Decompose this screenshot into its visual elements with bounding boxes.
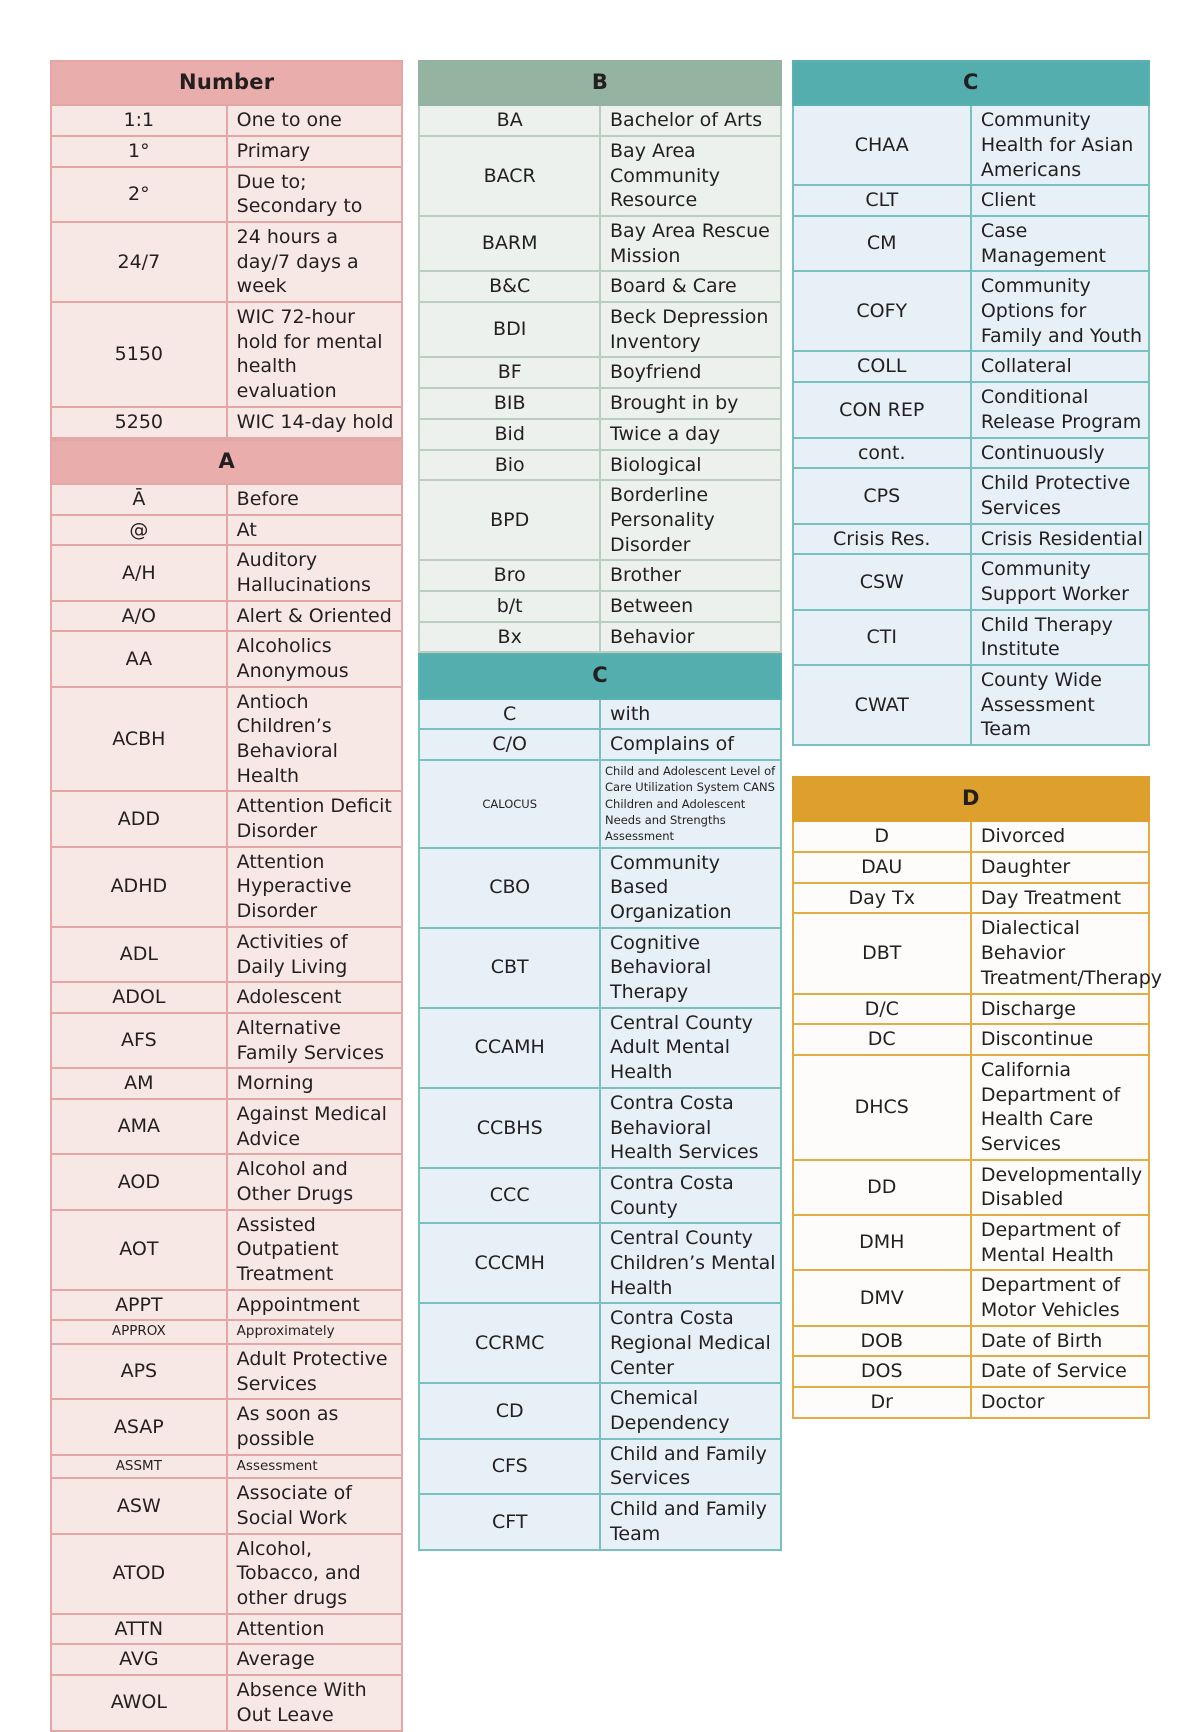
- abbreviation-cell: 2°: [51, 167, 227, 222]
- abbreviation-cell: DMH: [793, 1215, 971, 1270]
- abbreviation-cell: ASW: [51, 1478, 227, 1533]
- abbreviation-cell: CON REP: [793, 382, 971, 437]
- column-right: [792, 60, 1163, 1513]
- table-row: [793, 610, 1149, 665]
- table-row: [419, 357, 780, 388]
- abbreviation-cell: @: [51, 515, 227, 546]
- table-row: [419, 1008, 780, 1088]
- abbreviation-cell: Bio: [419, 450, 600, 481]
- abbreviation-cell: ATOD: [51, 1534, 227, 1614]
- abbreviation-cell: BPD: [419, 480, 600, 560]
- abbreviation-cell: CWAT: [793, 665, 971, 745]
- table-row: [793, 351, 1149, 382]
- abbreviation-cell: DMV: [793, 1270, 971, 1325]
- section-heading-b: B: [419, 61, 780, 105]
- table-row: [51, 484, 402, 515]
- table-row: [793, 994, 1149, 1025]
- table-row: [793, 913, 1149, 993]
- table-row: [793, 1326, 1149, 1357]
- meaning-cell: Collateral: [971, 351, 1149, 382]
- abbreviation-cell: CCCMH: [419, 1223, 600, 1303]
- meaning-cell: Daughter: [971, 852, 1149, 883]
- table-row: [51, 1675, 402, 1730]
- abbreviation-cell: C/O: [419, 729, 600, 760]
- abbreviation-cell: Bro: [419, 560, 600, 591]
- table-row: [793, 1270, 1149, 1325]
- abbreviation-cell: CM: [793, 216, 971, 271]
- meaning-cell: Central County Adult Mental Health: [600, 1008, 781, 1088]
- abbreviation-cell: 24/7: [51, 222, 227, 302]
- meaning-cell: Beck Depression Inventory: [600, 302, 781, 357]
- table-row: [419, 729, 780, 760]
- table-row: [51, 167, 402, 222]
- table-row: [419, 388, 780, 419]
- abbreviation-cell: A/O: [51, 601, 227, 632]
- meaning-cell: Child Protective Services: [971, 468, 1149, 523]
- table-row: [419, 302, 780, 357]
- abbreviation-cell: CD: [419, 1383, 600, 1438]
- table-row: [51, 1344, 402, 1399]
- meaning-cell: Adult Protective Services: [227, 1344, 403, 1399]
- abbreviation-cell: Bx: [419, 622, 600, 653]
- meaning-cell: Bay Area Community Resource: [600, 136, 781, 216]
- meaning-cell: Date of Service: [971, 1356, 1149, 1387]
- table-row: [51, 687, 402, 792]
- table-row: [793, 216, 1149, 271]
- table-row: [419, 1494, 780, 1549]
- table-row: [51, 1099, 402, 1154]
- abbreviation-cell: ACBH: [51, 687, 227, 792]
- meaning-cell: California Department of Health Care Services: [971, 1055, 1149, 1160]
- table-row: [51, 136, 402, 167]
- table-row: [51, 927, 402, 982]
- table-row: [51, 1154, 402, 1209]
- abbreviation-cell: ADL: [51, 927, 227, 982]
- meaning-cell: Boyfriend: [600, 357, 781, 388]
- meaning-cell: Complains of: [600, 729, 781, 760]
- meaning-cell: Contra Costa County: [600, 1168, 781, 1223]
- meaning-cell: Attention: [227, 1614, 403, 1645]
- table-row: [419, 1303, 780, 1383]
- meaning-cell: Bay Area Rescue Mission: [600, 216, 781, 271]
- table-row: [51, 601, 402, 632]
- abbreviation-cell: C: [419, 699, 600, 730]
- table-row: [793, 1387, 1149, 1418]
- meaning-cell: Child and Adolescent Level of Care Utilization System CANS Children and Adolescent Needs and Strengths Assessment: [600, 760, 781, 848]
- table-row: [419, 136, 780, 216]
- meaning-cell: WIC 14-day hold: [227, 407, 403, 438]
- abbreviation-cell: DBT: [793, 913, 971, 993]
- meaning-cell: Attention Deficit Disorder: [227, 791, 403, 846]
- meaning-cell: Absence With Out Leave: [227, 1675, 403, 1730]
- abbreviation-cell: A/H: [51, 545, 227, 600]
- section-heading-d: D: [793, 777, 1149, 821]
- abbreviation-cell: 5150: [51, 302, 227, 407]
- meaning-cell: Before: [227, 484, 403, 515]
- abbreviation-cell: DOS: [793, 1356, 971, 1387]
- abbreviation-cell: BA: [419, 105, 600, 136]
- meaning-cell: Doctor: [971, 1387, 1149, 1418]
- table-row: [793, 1055, 1149, 1160]
- table-row: [793, 665, 1149, 745]
- section-heading-c-middle: C: [419, 654, 780, 698]
- abbreviation-cell: BF: [419, 357, 600, 388]
- abbreviation-cell: D: [793, 821, 971, 852]
- table-row: [51, 407, 402, 438]
- abbreviation-cell: CFT: [419, 1494, 600, 1549]
- table-row: [51, 1320, 402, 1344]
- meaning-cell: Primary: [227, 136, 403, 167]
- table-row: [419, 271, 780, 302]
- abbreviation-cell: CCAMH: [419, 1008, 600, 1088]
- meaning-cell: Brought in by: [600, 388, 781, 419]
- meaning-cell: Divorced: [971, 821, 1149, 852]
- abbreviation-cell: 1:1: [51, 105, 227, 136]
- abbreviation-cell: CFS: [419, 1439, 600, 1494]
- abbreviation-cell: D/C: [793, 994, 971, 1025]
- meaning-cell: At: [227, 515, 403, 546]
- meaning-cell: Crisis Residential: [971, 524, 1149, 555]
- column-left: [50, 60, 403, 1726]
- meaning-cell: Department of Mental Health: [971, 1215, 1149, 1270]
- meaning-cell: Conditional Release Program: [971, 382, 1149, 437]
- meaning-cell: Contra Costa Behavioral Health Services: [600, 1088, 781, 1168]
- table-row: [419, 622, 780, 653]
- meaning-cell: Continuously: [971, 438, 1149, 469]
- abbreviation-cell: APPT: [51, 1290, 227, 1321]
- meaning-cell: Attention Hyperactive Disorder: [227, 847, 403, 927]
- meaning-cell: Against Medical Advice: [227, 1099, 403, 1154]
- meaning-cell: Brother: [600, 560, 781, 591]
- meaning-cell: Central County Children’s Mental Health: [600, 1223, 781, 1303]
- meaning-cell: Board & Care: [600, 271, 781, 302]
- table-row: [419, 560, 780, 591]
- abbreviation-table-b: [418, 60, 781, 653]
- abbreviation-cell: BDI: [419, 302, 600, 357]
- abbreviation-cell: CALOCUS: [419, 760, 600, 848]
- table-row: [419, 591, 780, 622]
- meaning-cell: Auditory Hallucinations: [227, 545, 403, 600]
- meaning-cell: As soon as possible: [227, 1399, 403, 1454]
- meaning-cell: Developmentally Disabled: [971, 1160, 1149, 1215]
- meaning-cell: One to one: [227, 105, 403, 136]
- abbreviation-cell: cont.: [793, 438, 971, 469]
- table-row: [419, 419, 780, 450]
- meaning-cell: Alcohol, Tobacco, and other drugs: [227, 1534, 403, 1614]
- table-row: [51, 515, 402, 546]
- table-row: [51, 302, 402, 407]
- table-row: [419, 1439, 780, 1494]
- abbreviation-cell: BIB: [419, 388, 600, 419]
- meaning-cell: Client: [971, 185, 1149, 216]
- abbreviation-cell: ASSMT: [51, 1455, 227, 1479]
- abbreviation-cell: ADOL: [51, 982, 227, 1013]
- abbreviation-cell: AMA: [51, 1099, 227, 1154]
- column-middle: [418, 60, 781, 1545]
- meaning-cell: with: [600, 699, 781, 730]
- table-row: [51, 1210, 402, 1290]
- abbreviation-cell: CCRMC: [419, 1303, 600, 1383]
- abbreviation-table-a: [50, 439, 403, 1732]
- table-row: [793, 382, 1149, 437]
- meaning-cell: Average: [227, 1644, 403, 1675]
- abbreviation-table-number: [50, 60, 403, 439]
- abbreviation-cell: AOT: [51, 1210, 227, 1290]
- abbreviation-cell: CCBHS: [419, 1088, 600, 1168]
- meaning-cell: Child and Family Team: [600, 1494, 781, 1549]
- abbreviation-cell: DHCS: [793, 1055, 971, 1160]
- abbreviation-cell: Day Tx: [793, 883, 971, 914]
- meaning-cell: Contra Costa Regional Medical Center: [600, 1303, 781, 1383]
- table-row: [51, 222, 402, 302]
- table-row: [793, 468, 1149, 523]
- table-row: [793, 1160, 1149, 1215]
- table-row: [419, 450, 780, 481]
- table-row: [419, 1088, 780, 1168]
- table-row: [793, 271, 1149, 351]
- table-row: [419, 928, 780, 1008]
- meaning-cell: Date of Birth: [971, 1326, 1149, 1357]
- abbreviation-cell: CHAA: [793, 105, 971, 185]
- meaning-cell: Community Health for Asian Americans: [971, 105, 1149, 185]
- meaning-cell: WIC 72-hour hold for mental health evaluation: [227, 302, 403, 407]
- abbreviation-cell: AM: [51, 1068, 227, 1099]
- abbreviation-cell: APPROX: [51, 1320, 227, 1344]
- abbreviation-table-c-middle: [418, 653, 781, 1550]
- table-row: [51, 1478, 402, 1533]
- table-row: [51, 1013, 402, 1068]
- table-row: [793, 524, 1149, 555]
- table-row: [793, 883, 1149, 914]
- meaning-cell: Community Based Organization: [600, 848, 781, 928]
- meaning-cell: Child and Family Services: [600, 1439, 781, 1494]
- table-spacer: [792, 746, 1150, 776]
- abbreviation-cell: AA: [51, 631, 227, 686]
- table-row: [419, 760, 780, 848]
- table-row: [419, 216, 780, 271]
- abbreviation-cell: ADD: [51, 791, 227, 846]
- meaning-cell: Child Therapy Institute: [971, 610, 1149, 665]
- table-row: [419, 848, 780, 928]
- table-row: [51, 847, 402, 927]
- meaning-cell: Community Options for Family and Youth: [971, 271, 1149, 351]
- abbreviation-cell: CBO: [419, 848, 600, 928]
- abbreviation-cell: DD: [793, 1160, 971, 1215]
- meaning-cell: Borderline Personality Disorder: [600, 480, 781, 560]
- abbreviation-cell: Crisis Res.: [793, 524, 971, 555]
- abbreviation-cell: Bid: [419, 419, 600, 450]
- meaning-cell: Discharge: [971, 994, 1149, 1025]
- table-row: [793, 438, 1149, 469]
- table-row: [793, 1215, 1149, 1270]
- meaning-cell: Discontinue: [971, 1024, 1149, 1055]
- meaning-cell: Alert & Oriented: [227, 601, 403, 632]
- section-heading-c-right: C: [793, 61, 1149, 105]
- table-row: [51, 105, 402, 136]
- abbreviation-cell: COFY: [793, 271, 971, 351]
- abbreviation-cell: AFS: [51, 1013, 227, 1068]
- meaning-cell: Alcohol and Other Drugs: [227, 1154, 403, 1209]
- table-row: [419, 1383, 780, 1438]
- abbreviation-cell: B&C: [419, 271, 600, 302]
- table-row: [793, 1356, 1149, 1387]
- meaning-cell: Activities of Daily Living: [227, 927, 403, 982]
- meaning-cell: Assisted Outpatient Treatment: [227, 1210, 403, 1290]
- abbreviation-cell: CPS: [793, 468, 971, 523]
- table-row: [419, 1223, 780, 1303]
- table-row: [51, 1644, 402, 1675]
- table-row: [51, 1399, 402, 1454]
- meaning-cell: Twice a day: [600, 419, 781, 450]
- meaning-cell: Behavior: [600, 622, 781, 653]
- abbreviation-cell: 1°: [51, 136, 227, 167]
- table-row: [793, 185, 1149, 216]
- abbreviation-cell: Ā: [51, 484, 227, 515]
- meaning-cell: Between: [600, 591, 781, 622]
- table-row: [793, 554, 1149, 609]
- abbreviation-cell: AOD: [51, 1154, 227, 1209]
- abbreviation-cell: CBT: [419, 928, 600, 1008]
- meaning-cell: Morning: [227, 1068, 403, 1099]
- meaning-cell: Due to; Secondary to: [227, 167, 403, 222]
- table-row: [51, 982, 402, 1013]
- meaning-cell: Chemical Dependency: [600, 1383, 781, 1438]
- meaning-cell: Adolescent: [227, 982, 403, 1013]
- meaning-cell: County Wide Assessment Team: [971, 665, 1149, 745]
- abbreviation-table-c-right: [792, 60, 1150, 746]
- meaning-cell: Department of Motor Vehicles: [971, 1270, 1149, 1325]
- abbreviation-cell: CTI: [793, 610, 971, 665]
- abbreviation-cell: DOB: [793, 1326, 971, 1357]
- meaning-cell: Antioch Children’s Behavioral Health: [227, 687, 403, 792]
- table-row: [51, 545, 402, 600]
- meaning-cell: Alcoholics Anonymous: [227, 631, 403, 686]
- abbreviation-cell: AVG: [51, 1644, 227, 1675]
- meaning-cell: Alternative Family Services: [227, 1013, 403, 1068]
- table-row: [51, 791, 402, 846]
- abbreviation-cell: APS: [51, 1344, 227, 1399]
- table-row: [51, 1455, 402, 1479]
- table-row: [793, 105, 1149, 185]
- abbreviation-table-d: [792, 776, 1163, 1419]
- abbreviation-cell: ADHD: [51, 847, 227, 927]
- meaning-cell: Day Treatment: [971, 883, 1149, 914]
- abbreviation-cell: b/t: [419, 591, 600, 622]
- table-row: [51, 1534, 402, 1614]
- abbreviation-cell: BACR: [419, 136, 600, 216]
- meaning-cell: 24 hours a day/7 days a week: [227, 222, 403, 302]
- table-row: [419, 1168, 780, 1223]
- meaning-cell: Associate of Social Work: [227, 1478, 403, 1533]
- meaning-cell: Community Support Worker: [971, 554, 1149, 609]
- abbreviation-cell: ASAP: [51, 1399, 227, 1454]
- table-row: [793, 852, 1149, 883]
- meaning-cell: Bachelor of Arts: [600, 105, 781, 136]
- table-row: [51, 1068, 402, 1099]
- table-row: [419, 699, 780, 730]
- table-row: [793, 1024, 1149, 1055]
- table-row: [51, 1614, 402, 1645]
- table-row: [419, 105, 780, 136]
- abbreviation-cell: AWOL: [51, 1675, 227, 1730]
- abbreviation-cell: ATTN: [51, 1614, 227, 1645]
- meaning-cell: Approximately: [227, 1320, 403, 1344]
- section-heading-a: A: [51, 440, 402, 484]
- abbreviation-cell: COLL: [793, 351, 971, 382]
- table-row: [793, 821, 1149, 852]
- meaning-cell: Case Management: [971, 216, 1149, 271]
- abbreviation-cell: CSW: [793, 554, 971, 609]
- abbreviation-cell: DC: [793, 1024, 971, 1055]
- abbreviation-cell: CLT: [793, 185, 971, 216]
- meaning-cell: Appointment: [227, 1290, 403, 1321]
- abbreviation-cell: CCC: [419, 1168, 600, 1223]
- abbreviation-cell: Dr: [793, 1387, 971, 1418]
- meaning-cell: Cognitive Behavioral Therapy: [600, 928, 781, 1008]
- abbreviation-cell: 5250: [51, 407, 227, 438]
- table-row: [51, 1290, 402, 1321]
- table-row: [419, 480, 780, 560]
- abbreviation-cell: DAU: [793, 852, 971, 883]
- table-row: [51, 631, 402, 686]
- meaning-cell: Dialectical Behavior Treatment/Therapy: [971, 913, 1149, 993]
- abbreviation-cell: BARM: [419, 216, 600, 271]
- meaning-cell: Assessment: [227, 1455, 403, 1479]
- section-heading-number: Number: [51, 61, 402, 105]
- meaning-cell: Biological: [600, 450, 781, 481]
